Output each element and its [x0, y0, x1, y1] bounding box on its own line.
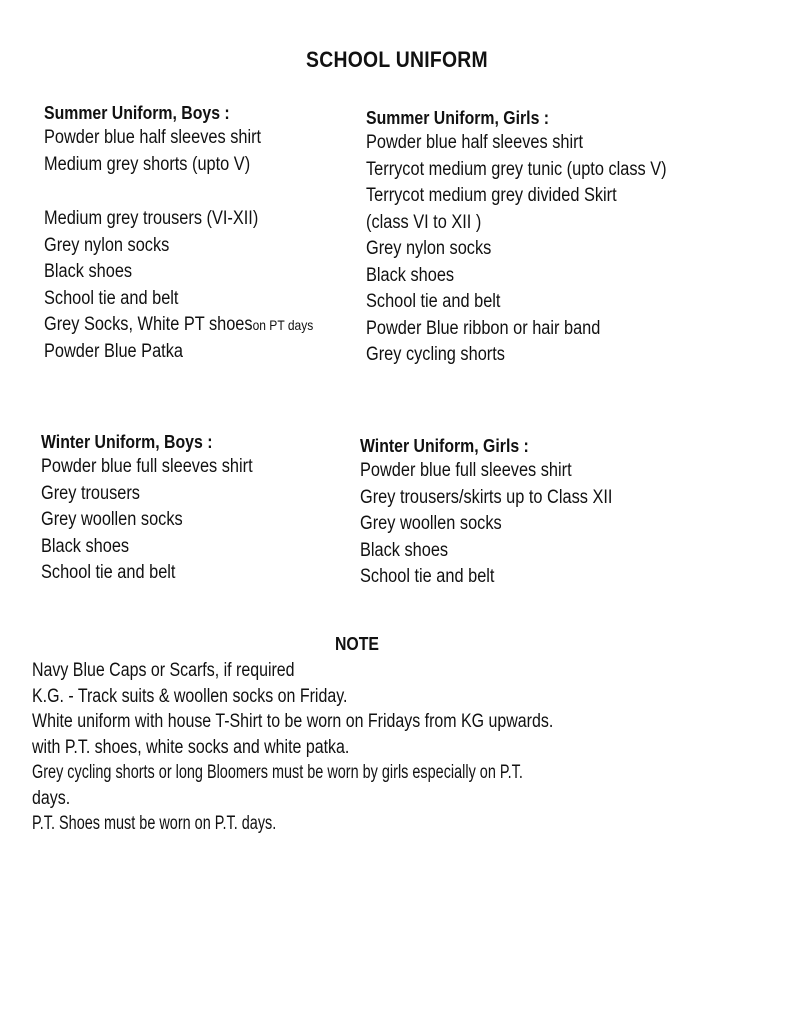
list-item: Grey nylon socks	[44, 234, 170, 256]
list-item: Grey trousers	[41, 482, 140, 504]
list-item: Grey woollen socks	[360, 513, 502, 534]
list-item	[44, 312, 313, 339]
list-item: Grey trousers/skirts up to Class XII	[360, 486, 613, 508]
winter-uniform-girls-section	[360, 434, 654, 591]
note-line: K.G. - Track suits & woollen socks on Friday.	[32, 685, 348, 707]
note-line: with P.T. shoes, white socks and white patka.	[32, 736, 350, 758]
list-item: Grey cycling shorts	[366, 344, 505, 365]
winter-uniform-boys-section	[41, 430, 287, 587]
list-item: Medium grey trousers (VI-XII)	[44, 208, 259, 229]
list-item: School tie and belt	[360, 566, 495, 587]
list-item: School tie and belt	[41, 562, 176, 583]
list-item: School tie and belt	[44, 287, 179, 309]
notes-section	[32, 658, 678, 837]
list-item: (class VI to XII )	[366, 211, 482, 233]
list-item: Medium grey shorts (upto V)	[44, 153, 251, 175]
list-item: Black shoes	[41, 535, 130, 557]
list-item: School tie and belt	[366, 291, 501, 312]
list-item: Powder blue full sleeves shirt	[360, 460, 572, 481]
list-item: Powder Blue Patka	[44, 340, 183, 362]
list-item: Powder blue full sleeves shirt	[41, 456, 253, 477]
list-item: Terrycot medium grey tunic (upto class V)	[366, 158, 667, 180]
section-heading: Winter Uniform, Girls :	[360, 436, 529, 456]
summer-uniform-girls-section	[366, 106, 716, 369]
note-line: P.T. Shoes must be worn on P.T. days.	[32, 813, 277, 834]
list-item: Black shoes	[44, 261, 133, 282]
note-heading: NOTE	[334, 634, 379, 654]
list-item: Black shoes	[366, 264, 455, 286]
pt-days-suffix: on PT days	[252, 317, 314, 333]
summer-uniform-boys-section	[44, 101, 357, 365]
list-item: Powder blue half sleeves shirt	[44, 127, 262, 148]
page-title: SCHOOL UNIFORM	[306, 47, 488, 72]
list-item: Black shoes	[360, 539, 449, 561]
section-heading: Winter Uniform, Boys :	[41, 432, 213, 452]
list-item: Grey woollen socks	[41, 509, 183, 530]
note-line: White uniform with house T-Shirt to be worn on Fridays from KG upwards.	[32, 711, 554, 732]
spacer	[44, 178, 357, 206]
list-item: Powder blue half sleeves shirt	[366, 132, 584, 153]
section-heading: Summer Uniform, Boys :	[44, 103, 230, 123]
note-line: Navy Blue Caps or Scarfs, if required	[32, 660, 295, 681]
note-line: Grey cycling shorts or long Bloomers must be worn by girls especially on P.T.	[32, 762, 523, 783]
section-heading: Summer Uniform, Girls :	[366, 108, 550, 128]
list-item: Grey nylon socks	[366, 238, 492, 259]
list-item-text: Grey Socks, White PT shoes	[44, 314, 253, 335]
list-item: Terrycot medium grey divided Skirt	[366, 185, 617, 206]
note-line: days.	[32, 787, 71, 809]
list-item: Powder Blue ribbon or hair band	[366, 317, 601, 339]
